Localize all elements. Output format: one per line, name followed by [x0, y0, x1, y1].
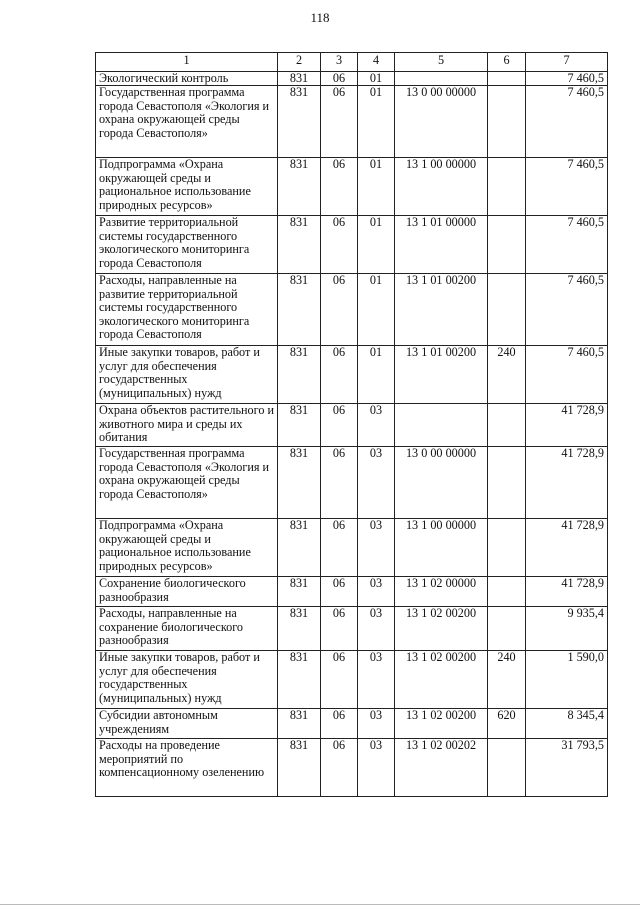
table-row — [96, 158, 608, 216]
table-row — [96, 346, 608, 404]
row-sum-cell: 41 728,9 — [526, 404, 608, 447]
row-sum-cell: 41 728,9 — [526, 577, 608, 607]
table-row — [96, 86, 608, 158]
row-subsection-cell: 03 — [358, 607, 395, 651]
row-expense-type-cell — [488, 447, 526, 519]
row-name-cell: Развитие территориальной системы государственного экологического мониторинга города Севастополя — [96, 216, 278, 274]
row-expense-type-cell — [488, 739, 526, 797]
row-subsection-cell: 03 — [358, 447, 395, 519]
row-subsection-cell: 01 — [358, 72, 395, 86]
row-expense-type-cell — [488, 72, 526, 86]
table-row — [96, 651, 608, 709]
row-name-cell: Подпрограмма «Охрана окружающей среды и рациональное использование природных ресурсов» — [96, 519, 278, 577]
table-row — [96, 447, 608, 519]
row-sum-cell: 41 728,9 — [526, 447, 608, 519]
row-code-cell: 831 — [278, 86, 321, 158]
row-expense-type-cell — [488, 577, 526, 607]
row-section-cell: 06 — [321, 709, 358, 739]
table-row — [96, 72, 608, 86]
table-row — [96, 216, 608, 274]
table-row — [96, 404, 608, 447]
table-row — [96, 274, 608, 346]
row-target-code-cell: 13 0 00 00000 — [395, 86, 488, 158]
row-subsection-cell: 01 — [358, 158, 395, 216]
row-sum-cell: 41 728,9 — [526, 519, 608, 577]
row-section-cell: 06 — [321, 346, 358, 404]
row-expense-type-cell — [488, 86, 526, 158]
row-code-cell: 831 — [278, 72, 321, 86]
row-name-cell: Субсидии автономным учреждениям — [96, 709, 278, 739]
row-name-cell: Иные закупки товаров, работ и услуг для обеспечения государственных (муниципальных) нужд — [96, 651, 278, 709]
row-target-code-cell: 13 1 00 00000 — [395, 519, 488, 577]
row-name-cell: Расходы, направленные на развитие территориальной системы государственного экологического мониторинга города Севастополя — [96, 274, 278, 346]
row-code-cell: 831 — [278, 739, 321, 797]
row-section-cell: 06 — [321, 86, 358, 158]
table-body — [96, 72, 608, 797]
row-section-cell: 06 — [321, 651, 358, 709]
table-row — [96, 577, 608, 607]
row-section-cell: 06 — [321, 158, 358, 216]
row-code-cell: 831 — [278, 216, 321, 274]
row-subsection-cell: 03 — [358, 404, 395, 447]
row-subsection-cell: 01 — [358, 346, 395, 404]
header-cell: 6 — [488, 53, 526, 72]
row-expense-type-cell — [488, 519, 526, 577]
row-target-code-cell: 13 1 01 00200 — [395, 346, 488, 404]
row-target-code-cell — [395, 72, 488, 86]
row-subsection-cell: 01 — [358, 274, 395, 346]
table-row — [96, 739, 608, 797]
row-name-cell: Подпрограмма «Охрана окружающей среды и рациональное использование природных ресурсов» — [96, 158, 278, 216]
row-target-code-cell: 13 0 00 00000 — [395, 447, 488, 519]
row-subsection-cell: 03 — [358, 709, 395, 739]
row-code-cell: 831 — [278, 158, 321, 216]
row-expense-type-cell — [488, 404, 526, 447]
row-target-code-cell: 13 1 02 00000 — [395, 577, 488, 607]
table-header-row — [96, 53, 608, 72]
row-subsection-cell: 03 — [358, 739, 395, 797]
row-code-cell: 831 — [278, 651, 321, 709]
row-name-cell: Расходы, направленные на сохранение биологического разнообразия — [96, 607, 278, 651]
row-section-cell: 06 — [321, 739, 358, 797]
row-sum-cell: 7 460,5 — [526, 158, 608, 216]
row-section-cell: 06 — [321, 404, 358, 447]
header-cell: 7 — [526, 53, 608, 72]
header-cell: 5 — [395, 53, 488, 72]
row-sum-cell: 1 590,0 — [526, 651, 608, 709]
row-subsection-cell: 01 — [358, 216, 395, 274]
row-name-cell: Экологический контроль — [96, 72, 278, 86]
row-expense-type-cell: 240 — [488, 346, 526, 404]
row-expense-type-cell — [488, 274, 526, 346]
row-section-cell: 06 — [321, 577, 358, 607]
row-expense-type-cell: 620 — [488, 709, 526, 739]
row-section-cell: 06 — [321, 72, 358, 86]
row-code-cell: 831 — [278, 709, 321, 739]
row-name-cell: Охрана объектов растительного и животного мира и среды их обитания — [96, 404, 278, 447]
row-sum-cell: 7 460,5 — [526, 274, 608, 346]
page-number: 118 — [310, 10, 330, 25]
row-name-cell: Сохранение биологического разнообразия — [96, 577, 278, 607]
row-code-cell: 831 — [278, 404, 321, 447]
row-section-cell: 06 — [321, 607, 358, 651]
row-code-cell: 831 — [278, 274, 321, 346]
header-cell: 3 — [321, 53, 358, 72]
row-code-cell: 831 — [278, 346, 321, 404]
row-section-cell: 06 — [321, 519, 358, 577]
row-name-cell: Иные закупки товаров, работ и услуг для обеспечения государственных (муниципальных) нужд — [96, 346, 278, 404]
row-sum-cell: 7 460,5 — [526, 72, 608, 86]
row-code-cell: 831 — [278, 607, 321, 651]
row-sum-cell: 31 793,5 — [526, 739, 608, 797]
row-code-cell: 831 — [278, 577, 321, 607]
table-row — [96, 607, 608, 651]
row-sum-cell: 7 460,5 — [526, 346, 608, 404]
row-target-code-cell: 13 1 00 00000 — [395, 158, 488, 216]
row-expense-type-cell: 240 — [488, 651, 526, 709]
row-subsection-cell: 03 — [358, 577, 395, 607]
row-code-cell: 831 — [278, 519, 321, 577]
row-subsection-cell: 01 — [358, 86, 395, 158]
row-section-cell: 06 — [321, 274, 358, 346]
row-expense-type-cell — [488, 216, 526, 274]
row-expense-type-cell — [488, 158, 526, 216]
row-name-cell: Расходы на проведение мероприятий по компенсационному озеленению — [96, 739, 278, 797]
row-name-cell: Государственная программа города Севастополя «Экология и охрана окружающей среды города Севастополя» — [96, 86, 278, 158]
row-target-code-cell: 13 1 01 00200 — [395, 274, 488, 346]
row-target-code-cell: 13 1 02 00200 — [395, 709, 488, 739]
row-sum-cell: 8 345,4 — [526, 709, 608, 739]
header-cell: 4 — [358, 53, 395, 72]
row-section-cell: 06 — [321, 216, 358, 274]
row-target-code-cell — [395, 404, 488, 447]
row-target-code-cell: 13 1 02 00200 — [395, 607, 488, 651]
header-cell: 2 — [278, 53, 321, 72]
row-sum-cell: 9 935,4 — [526, 607, 608, 651]
table-row — [96, 709, 608, 739]
budget-table — [95, 52, 608, 797]
row-expense-type-cell — [488, 607, 526, 651]
row-code-cell: 831 — [278, 447, 321, 519]
row-target-code-cell: 13 1 02 00202 — [395, 739, 488, 797]
row-sum-cell: 7 460,5 — [526, 86, 608, 158]
row-target-code-cell: 13 1 02 00200 — [395, 651, 488, 709]
row-subsection-cell: 03 — [358, 519, 395, 577]
row-target-code-cell: 13 1 01 00000 — [395, 216, 488, 274]
row-section-cell: 06 — [321, 447, 358, 519]
table-row — [96, 519, 608, 577]
header-cell: 1 — [96, 53, 278, 72]
row-name-cell: Государственная программа города Севастополя «Экология и охрана окружающей среды города Севастополя» — [96, 447, 278, 519]
row-sum-cell: 7 460,5 — [526, 216, 608, 274]
row-subsection-cell: 03 — [358, 651, 395, 709]
